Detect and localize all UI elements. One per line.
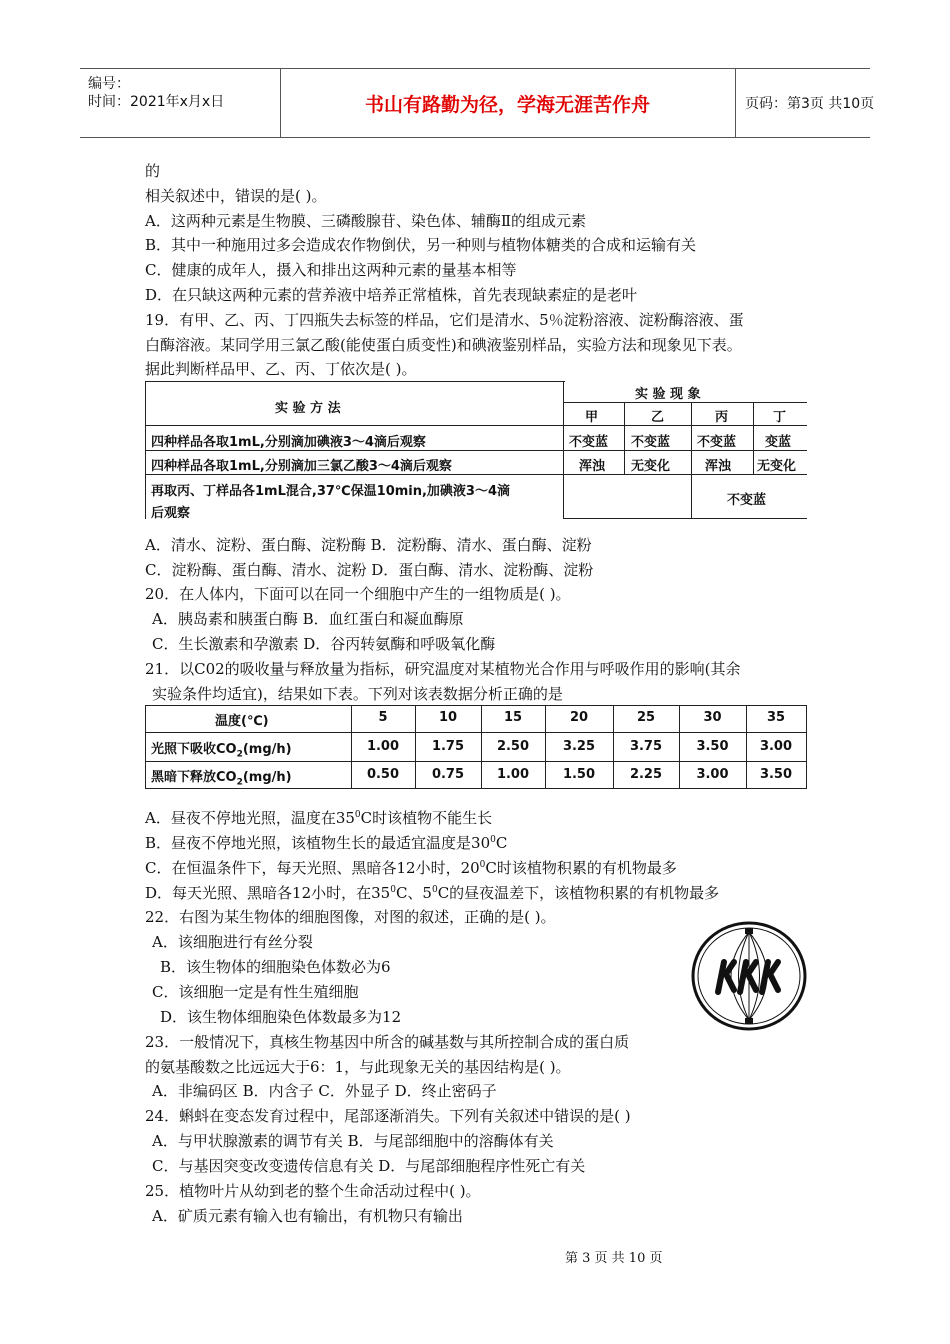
- light-25: 3.75: [629, 739, 663, 754]
- question-line: 25．植物叶片从幼到老的整个生命活动过程中( )。: [145, 1182, 481, 1200]
- option-line: C．健康的成年人，摄入和排出这两种元素的量基本相等: [145, 261, 517, 279]
- row3-method-1: 再取丙、丁样品各1mL混合,37℃保温10min,加碘液3～4滴: [151, 484, 511, 499]
- row1-ding: 变蓝: [765, 435, 792, 450]
- question-line: 19．有甲、乙、丙、丁四瓶失去标签的样品，它们是清水、5％淀粉溶液、淀粉酶溶液、蛋: [145, 311, 744, 329]
- method-header: 实 验 方 法: [275, 401, 341, 416]
- option-line: C．与基因突变改变遗传信息有关 D．与尾部细胞程序性死亡有关: [152, 1157, 586, 1175]
- header-meta: [80, 69, 281, 137]
- dark-25: 2.25: [629, 767, 663, 782]
- light-10: 1.75: [431, 739, 465, 754]
- temp-header: 温度(℃): [215, 714, 269, 729]
- row1-jia: 不变蓝: [569, 435, 609, 450]
- light-30: 3.50: [696, 739, 729, 754]
- option-line: D．每天光照、黑暗各12小时，在$35^0C$、$5^0C$的昼夜温差下，该植物积累的有机物最多: [145, 884, 720, 902]
- question-line: 实验条件均适宜)，结果如下表。下列对该表数据分析正确的是: [152, 685, 563, 703]
- option-line: D．在只缺这两种元素的营养液中培养正常植株，首先表现缺素症的是老叶: [145, 286, 638, 304]
- experiment-table: [145, 381, 807, 519]
- row3-method-2: 后观察: [151, 506, 191, 521]
- page-footer: 第 3 页 共 10 页: [565, 1251, 663, 1266]
- question-line: 的氨基酸数之比远远大于6：1，与此现象无关的基因结构是( )。: [145, 1058, 571, 1076]
- question-line: 24．蝌蚪在变态发育过程中，尾部逐渐消失。下列有关叙述中错误的是( ): [145, 1107, 631, 1125]
- phenomenon-header: 实 验 现 象: [635, 387, 701, 402]
- option-line: A．清水、淀粉、蛋白酶、淀粉酶 B．淀粉酶、清水、蛋白酶、淀粉: [145, 536, 592, 554]
- option-line: A．胰岛素和胰蛋白酶 B．血红蛋白和凝血酶原: [152, 610, 464, 628]
- question-line: 20．在人体内，下面可以在同一个细胞中产生的一组物质是( )。: [145, 585, 571, 603]
- row2-method: 四种样品各取1mL,分别滴加三氯乙酸3～4滴后观察: [151, 459, 452, 474]
- text-line: 的: [145, 162, 161, 180]
- dark-5: 0.50: [366, 767, 400, 782]
- option-line: A．这两种元素是生物膜、三磷酸腺苷、染色体、辅酶Ⅱ的组成元素: [145, 212, 587, 230]
- light-35: 3.00: [759, 739, 793, 754]
- option-line: B．该生物体的细胞染色体数必为6: [160, 958, 391, 976]
- row-dark-label: 黑暗下释放$CO_2(mg/h)$: [151, 770, 292, 788]
- question-line: 据此判断样品甲、乙、丙、丁依次是( )。: [145, 360, 417, 378]
- question-line: 23．一般情况下，真核生物基因中所含的碱基数与其所控制合成的蛋白质: [145, 1033, 630, 1051]
- text-line: 相关叙述中，错误的是( )。: [145, 187, 327, 205]
- page-header: [80, 68, 875, 138]
- option-line: A．矿质元素有输入也有输出，有机物只有输出: [152, 1207, 463, 1225]
- temp-20: 20: [569, 710, 589, 725]
- light-20: 3.25: [562, 739, 596, 754]
- header-page-info: 页码：第3页 共10页: [745, 96, 875, 112]
- col-bing: 丙: [715, 410, 729, 425]
- question-line: 22．右图为某生物体的细胞图像，对图的叙述，正确的是( )。: [145, 908, 556, 926]
- question-line: 21．以C02的吸收量与释放量为指标，研究温度对某植物光合作用与呼吸作用的影响(其余: [145, 660, 741, 678]
- col-jia: 甲: [585, 410, 599, 425]
- time-label: 时间：2021年x月x日: [88, 94, 225, 110]
- option-line: B．其中一种施用过多会造成农作物倒伏，另一种则与植物体糖类的合成和运输有关: [145, 236, 697, 254]
- row1-yi: 不变蓝: [631, 435, 671, 450]
- dark-10: 0.75: [431, 767, 465, 782]
- dark-30: 3.00: [696, 767, 729, 782]
- col-ding: 丁: [773, 410, 787, 425]
- option-line: B．昼夜不停地光照，该植物生长的最适宜温度是$30^0C$: [145, 834, 508, 852]
- temp-25: 25: [636, 710, 656, 725]
- temp-35: 35: [766, 710, 786, 725]
- row2-bing: 浑浊: [705, 459, 732, 474]
- row2-ding: 无变化: [757, 459, 797, 474]
- row1-method: 四种样品各取1mL,分别滴加碘液3～4滴后观察: [151, 435, 426, 450]
- option-line: D．该生物体细胞染色体数最多为12: [160, 1008, 402, 1026]
- option-line: A．非编码区 B．内含子 C．外显子 D．终止密码子: [152, 1082, 497, 1100]
- option-line: C．生长激素和孕激素 D．谷丙转氨酶和呼吸氧化酶: [152, 635, 496, 653]
- option-line: C．该细胞一定是有性生殖细胞: [152, 983, 359, 1001]
- light-15: 2.50: [496, 739, 530, 754]
- row2-jia: 浑浊: [579, 459, 606, 474]
- option-line: A．与甲状腺激素的调节有关 B．与尾部细胞中的溶酶体有关: [152, 1132, 554, 1150]
- option-line: C．在恒温条件下，每天光照、黑暗各12小时，$20^0C$时该植物积累的有机物最多: [145, 859, 677, 877]
- temp-5: 5: [378, 710, 388, 725]
- col-yi: 乙: [651, 410, 665, 425]
- option-line: A．昼夜不停地光照，温度在$35^0C$时该植物不能生长: [145, 809, 493, 827]
- option-line: A．该细胞进行有丝分裂: [152, 933, 313, 951]
- dark-35: 3.50: [759, 767, 793, 782]
- temp-30: 30: [703, 710, 722, 725]
- temperature-table: [145, 705, 807, 789]
- dark-20: 1.50: [562, 767, 596, 782]
- question-line: 白酶溶液。某同学用三氯乙酸(能使蛋白质变性)和碘液鉴别样品，实验方法和现象见下表。: [145, 336, 742, 354]
- number-label: 编号：: [88, 76, 130, 92]
- row1-bing: 不变蓝: [697, 435, 737, 450]
- row3-value: 不变蓝: [727, 493, 767, 508]
- option-line: C．淀粉酶、蛋白酶、清水、淀粉 D．蛋白酶、清水、淀粉酶、淀粉: [145, 561, 594, 579]
- temp-10: 10: [438, 710, 458, 725]
- row2-yi: 无变化: [631, 459, 671, 474]
- light-5: 1.00: [366, 739, 400, 754]
- dark-15: 1.00: [496, 767, 530, 782]
- row-light-label: 光照下吸收$CO_2(mg/h)$: [151, 742, 292, 760]
- header-motto: 书山有路勤为径，学海无涯苦作舟: [280, 69, 736, 137]
- cell-diagram-image: [688, 918, 810, 1034]
- temp-15: 15: [503, 710, 523, 725]
